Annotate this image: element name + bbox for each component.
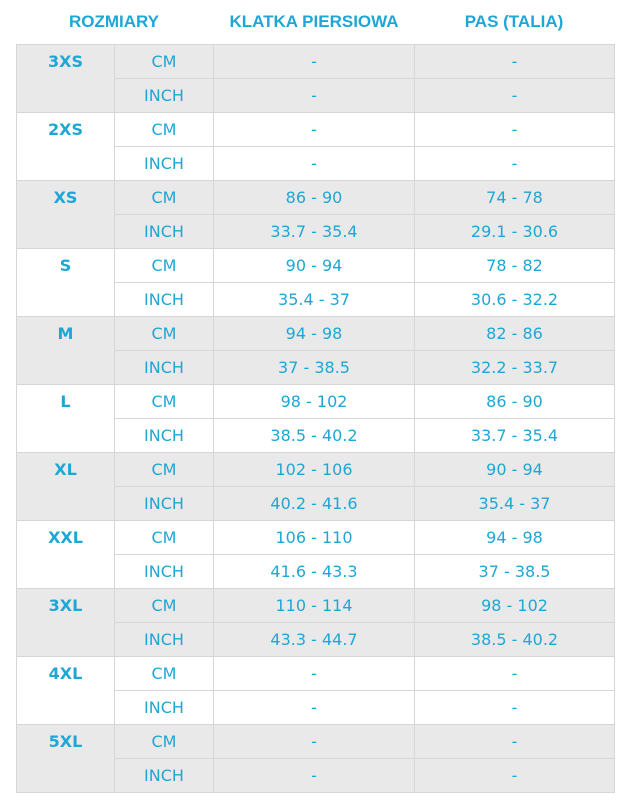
unit-inch: INCH (115, 691, 214, 725)
size-label: L (17, 385, 115, 453)
waist-cm-value: 94 - 98 (415, 521, 615, 555)
unit-inch: INCH (115, 419, 214, 453)
size-label: M (17, 317, 115, 385)
header-chest: KLATKA PIERSIOWA (229, 12, 399, 31)
waist-inch-value: - (415, 79, 615, 113)
unit-inch: INCH (115, 283, 214, 317)
header-sizes: ROZMIARY (68, 12, 160, 31)
chest-inch-value: 37 - 38.5 (214, 351, 415, 385)
unit-cm: CM (115, 181, 214, 215)
waist-cm-value: - (415, 45, 615, 79)
size-label: XS (17, 181, 115, 249)
unit-cm: CM (115, 249, 214, 283)
size-chart-body (17, 45, 615, 793)
table-row (17, 657, 615, 691)
size-label: XXL (17, 521, 115, 589)
unit-cm: CM (115, 385, 214, 419)
size-label: S (17, 249, 115, 317)
size-label: 3XS (17, 45, 115, 113)
header-waist: PAS (TALIA) (464, 12, 564, 31)
waist-cm-value: - (415, 113, 615, 147)
unit-cm: CM (115, 657, 214, 691)
chest-inch-value: 35.4 - 37 (214, 283, 415, 317)
unit-cm: CM (115, 725, 214, 759)
waist-cm-value: 78 - 82 (415, 249, 615, 283)
waist-inch-value: 35.4 - 37 (415, 487, 615, 521)
chest-inch-value: 41.6 - 43.3 (214, 555, 415, 589)
table-row (17, 521, 615, 555)
unit-inch: INCH (115, 147, 214, 181)
table-header (0, 0, 630, 44)
table-row (17, 317, 615, 351)
unit-inch: INCH (115, 759, 214, 793)
unit-cm: CM (115, 45, 214, 79)
chest-inch-value: 38.5 - 40.2 (214, 419, 415, 453)
table-row (17, 725, 615, 759)
waist-inch-value: 32.2 - 33.7 (415, 351, 615, 385)
waist-inch-value: 33.7 - 35.4 (415, 419, 615, 453)
chest-cm-value: - (214, 45, 415, 79)
unit-cm: CM (115, 521, 214, 555)
table-row (17, 45, 615, 79)
table-row (17, 181, 615, 215)
waist-inch-value: 29.1 - 30.6 (415, 215, 615, 249)
unit-inch: INCH (115, 555, 214, 589)
waist-inch-value: 30.6 - 32.2 (415, 283, 615, 317)
table-row (17, 113, 615, 147)
chest-inch-value: - (214, 147, 415, 181)
waist-cm-value: - (415, 657, 615, 691)
waist-inch-value: - (415, 147, 615, 181)
chest-inch-value: 33.7 - 35.4 (214, 215, 415, 249)
unit-cm: CM (115, 453, 214, 487)
unit-inch: INCH (115, 623, 214, 657)
unit-cm: CM (115, 113, 214, 147)
chest-cm-value: - (214, 725, 415, 759)
size-label: 4XL (17, 657, 115, 725)
size-chart-table (16, 44, 615, 793)
chest-cm-value: - (214, 657, 415, 691)
size-label: 2XS (17, 113, 115, 181)
chest-cm-value: 106 - 110 (214, 521, 415, 555)
waist-cm-value: 90 - 94 (415, 453, 615, 487)
chest-cm-value: 90 - 94 (214, 249, 415, 283)
size-label: XL (17, 453, 115, 521)
unit-inch: INCH (115, 351, 214, 385)
unit-cm: CM (115, 317, 214, 351)
chest-cm-value: 94 - 98 (214, 317, 415, 351)
chest-inch-value: - (214, 691, 415, 725)
waist-cm-value: 98 - 102 (415, 589, 615, 623)
waist-inch-value: - (415, 691, 615, 725)
size-label: 5XL (17, 725, 115, 793)
chest-inch-value: 43.3 - 44.7 (214, 623, 415, 657)
waist-inch-value: - (415, 759, 615, 793)
table-row (17, 249, 615, 283)
size-label: 3XL (17, 589, 115, 657)
table-row (17, 589, 615, 623)
waist-cm-value: 74 - 78 (415, 181, 615, 215)
chest-cm-value: 102 - 106 (214, 453, 415, 487)
waist-inch-value: 38.5 - 40.2 (415, 623, 615, 657)
chest-cm-value: 110 - 114 (214, 589, 415, 623)
waist-cm-value: 86 - 90 (415, 385, 615, 419)
chest-inch-value: - (214, 79, 415, 113)
chest-cm-value: 98 - 102 (214, 385, 415, 419)
waist-cm-value: 82 - 86 (415, 317, 615, 351)
table-row (17, 453, 615, 487)
waist-inch-value: 37 - 38.5 (415, 555, 615, 589)
unit-inch: INCH (115, 215, 214, 249)
chest-cm-value: 86 - 90 (214, 181, 415, 215)
chest-inch-value: - (214, 759, 415, 793)
chest-cm-value: - (214, 113, 415, 147)
unit-inch: INCH (115, 487, 214, 521)
unit-inch: INCH (115, 79, 214, 113)
unit-cm: CM (115, 589, 214, 623)
chest-inch-value: 40.2 - 41.6 (214, 487, 415, 521)
waist-cm-value: - (415, 725, 615, 759)
table-row (17, 385, 615, 419)
